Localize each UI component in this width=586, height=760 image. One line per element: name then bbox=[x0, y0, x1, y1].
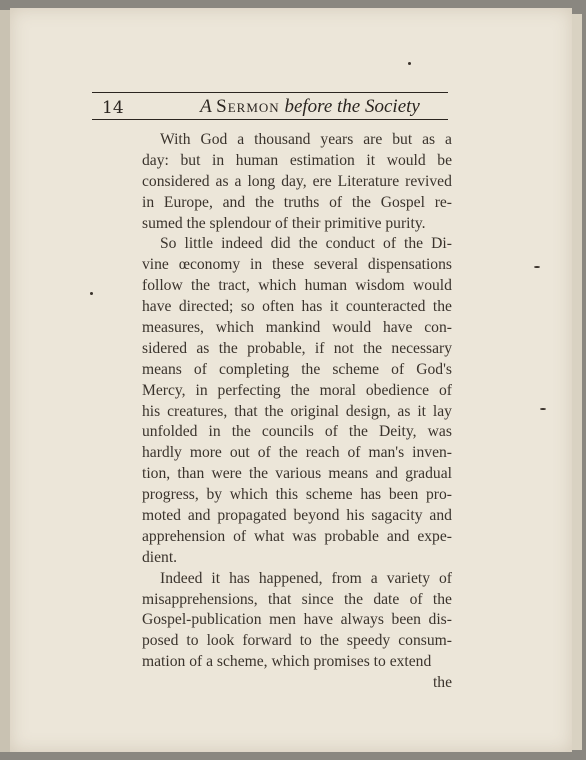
word: pro- bbox=[426, 486, 452, 504]
word: would bbox=[386, 151, 426, 169]
word: would bbox=[332, 319, 372, 337]
word: gradual bbox=[405, 465, 452, 483]
word: follow bbox=[142, 277, 183, 295]
word: lay bbox=[432, 402, 452, 420]
word: of bbox=[438, 569, 452, 587]
ink-speck bbox=[90, 292, 93, 295]
word: means bbox=[328, 465, 369, 483]
page-number: 14 bbox=[102, 98, 124, 118]
word: scheme bbox=[305, 486, 353, 504]
word: human bbox=[235, 151, 279, 169]
word: are bbox=[363, 131, 383, 148]
text-line bbox=[142, 339, 452, 360]
word: which bbox=[229, 486, 268, 504]
word: the bbox=[432, 298, 452, 316]
catchword: the bbox=[432, 674, 452, 692]
word: probable bbox=[324, 527, 379, 545]
word: the bbox=[348, 423, 368, 441]
word: which bbox=[258, 277, 297, 295]
text-line bbox=[142, 276, 452, 297]
word: With bbox=[160, 131, 191, 148]
word: of bbox=[383, 235, 397, 253]
text-line bbox=[142, 318, 452, 339]
word: Gospel bbox=[380, 193, 425, 211]
word: re- bbox=[434, 193, 452, 211]
word: considered bbox=[142, 172, 210, 190]
word: posed bbox=[142, 632, 179, 650]
word: reach bbox=[305, 444, 340, 462]
text-line bbox=[142, 130, 452, 151]
word: have bbox=[382, 319, 413, 337]
word: of bbox=[233, 527, 247, 545]
word: so bbox=[240, 298, 255, 316]
word: it bbox=[366, 151, 376, 169]
word: Literature bbox=[337, 172, 400, 190]
page-header bbox=[92, 86, 448, 118]
word: design, bbox=[345, 402, 391, 420]
word: estimation bbox=[289, 151, 355, 169]
word: the bbox=[319, 632, 339, 650]
text-line bbox=[142, 381, 452, 402]
word: means bbox=[142, 360, 182, 378]
word: vine bbox=[142, 256, 169, 274]
running-head-smallcaps: Sermon bbox=[216, 96, 280, 117]
word: the bbox=[343, 590, 364, 608]
word: men bbox=[269, 611, 296, 629]
word: creatures, bbox=[167, 402, 228, 420]
word: the bbox=[248, 465, 269, 483]
word: and bbox=[386, 527, 410, 545]
word: revived bbox=[405, 172, 452, 190]
word: the bbox=[432, 590, 452, 608]
word: beyond bbox=[293, 507, 340, 525]
word: God bbox=[200, 131, 228, 148]
word: a bbox=[370, 569, 378, 587]
word: as bbox=[215, 172, 229, 190]
word: but bbox=[392, 131, 413, 148]
word: date bbox=[373, 590, 400, 608]
word: inven- bbox=[412, 444, 452, 462]
word: it bbox=[211, 569, 221, 587]
word: day: bbox=[142, 151, 169, 169]
word: sidered bbox=[142, 339, 188, 357]
word: a bbox=[445, 131, 452, 148]
text-line bbox=[142, 443, 452, 464]
ink-speck bbox=[534, 266, 540, 268]
word: conduct bbox=[325, 235, 376, 253]
word: hardly bbox=[142, 444, 182, 462]
text-line: mation of a scheme, which promises to extend bbox=[142, 653, 432, 671]
word: of bbox=[257, 444, 271, 462]
word: mankind bbox=[265, 319, 321, 337]
word: but bbox=[180, 151, 201, 169]
word: of bbox=[438, 381, 452, 399]
text-line bbox=[142, 172, 452, 193]
word: of bbox=[329, 193, 343, 211]
word: did bbox=[270, 235, 291, 253]
word: perfecting bbox=[217, 381, 281, 399]
word: years bbox=[320, 131, 354, 148]
word: and bbox=[429, 507, 452, 525]
word: out bbox=[229, 444, 250, 462]
text-line bbox=[142, 255, 452, 276]
text-line bbox=[142, 485, 452, 506]
word: the bbox=[278, 444, 298, 462]
word: probable, bbox=[247, 339, 306, 357]
word: dispensations bbox=[367, 256, 452, 274]
word: as bbox=[196, 339, 210, 357]
word: indeed bbox=[221, 235, 263, 253]
word: which bbox=[215, 319, 254, 337]
word: the bbox=[254, 193, 274, 211]
word: that bbox=[267, 590, 292, 608]
word: speedy bbox=[346, 632, 391, 650]
word: man's bbox=[368, 444, 405, 462]
word: the bbox=[298, 235, 318, 253]
text-line: sumed the splendour of their primitive purity. bbox=[142, 214, 426, 232]
word: to bbox=[299, 632, 312, 650]
word: thousand bbox=[254, 131, 311, 148]
word: been bbox=[388, 486, 419, 504]
word: completing bbox=[218, 360, 290, 378]
word: happened, bbox=[258, 569, 323, 587]
running-head-rest: before the Society bbox=[284, 96, 420, 117]
word: God's bbox=[416, 360, 452, 378]
word: the bbox=[231, 423, 251, 441]
text-line bbox=[142, 297, 452, 318]
word: truths bbox=[283, 193, 320, 211]
ink-speck bbox=[408, 62, 411, 65]
word: these bbox=[272, 256, 305, 274]
text-line bbox=[142, 631, 452, 652]
word: look bbox=[206, 632, 235, 650]
text-line bbox=[142, 569, 452, 590]
header-rule-bottom bbox=[92, 119, 448, 120]
word: the bbox=[404, 235, 424, 253]
word: of bbox=[193, 360, 207, 378]
word: as bbox=[422, 131, 436, 148]
word: apprehension bbox=[142, 527, 226, 545]
word: Indeed bbox=[160, 569, 203, 587]
word: expe- bbox=[417, 527, 452, 545]
word: œconomy bbox=[178, 256, 241, 274]
word: Europe, bbox=[163, 193, 213, 211]
word: not bbox=[333, 339, 354, 357]
word: the bbox=[190, 277, 211, 295]
word: councils bbox=[261, 423, 314, 441]
word: in bbox=[142, 193, 155, 211]
word: sagacity bbox=[371, 507, 423, 525]
word: in bbox=[195, 381, 208, 399]
word: his bbox=[142, 402, 161, 420]
word: wisdom bbox=[355, 277, 405, 295]
text-line bbox=[142, 360, 452, 381]
word: variety bbox=[386, 569, 430, 587]
word: has bbox=[229, 569, 250, 587]
word: forward bbox=[242, 632, 292, 650]
running-head bbox=[172, 96, 448, 118]
header-rule-top bbox=[92, 92, 448, 93]
word: long bbox=[247, 172, 276, 190]
word: than bbox=[177, 465, 205, 483]
word: the bbox=[351, 193, 371, 211]
page-right-edge bbox=[572, 14, 582, 750]
word: consum- bbox=[398, 632, 452, 650]
word: if bbox=[314, 339, 325, 357]
word: always bbox=[340, 611, 384, 629]
text-line bbox=[142, 402, 452, 423]
word: often bbox=[262, 298, 295, 316]
word: measures, bbox=[142, 319, 204, 337]
word: day, bbox=[281, 172, 307, 190]
word: and bbox=[222, 193, 246, 211]
word: Deity, bbox=[379, 423, 417, 441]
word: dis- bbox=[428, 611, 452, 629]
word: more bbox=[189, 444, 222, 462]
word: been bbox=[391, 611, 421, 629]
word: from bbox=[331, 569, 362, 587]
word: of bbox=[409, 590, 423, 608]
word: the bbox=[363, 339, 383, 357]
word: misapprehensions, bbox=[142, 590, 258, 608]
word: it bbox=[329, 298, 339, 316]
word: in bbox=[250, 256, 263, 274]
word: scheme bbox=[332, 360, 380, 378]
word: Di- bbox=[431, 235, 452, 253]
word: a bbox=[237, 131, 245, 148]
word: be bbox=[437, 151, 452, 169]
text-line bbox=[142, 610, 452, 631]
word: and bbox=[187, 507, 211, 525]
word: to bbox=[186, 632, 199, 650]
running-head-initial: A bbox=[200, 96, 212, 117]
word: of bbox=[391, 360, 405, 378]
word: counteracted bbox=[345, 298, 426, 316]
word: and bbox=[375, 465, 398, 483]
text-line bbox=[142, 464, 452, 485]
text-line bbox=[142, 590, 452, 611]
word: by bbox=[206, 486, 223, 504]
text-line bbox=[142, 234, 452, 255]
word: Gospel-publication bbox=[142, 611, 262, 629]
word: that bbox=[234, 402, 258, 420]
word: of bbox=[347, 444, 361, 462]
word: the bbox=[218, 339, 238, 357]
word: tion, bbox=[142, 465, 171, 483]
word: original bbox=[290, 402, 339, 420]
word: have bbox=[142, 298, 172, 316]
word: tract, bbox=[218, 277, 250, 295]
word: this bbox=[275, 486, 299, 504]
word: has bbox=[360, 486, 382, 504]
word: a bbox=[234, 172, 242, 190]
word: directed; bbox=[178, 298, 234, 316]
text-line bbox=[142, 151, 452, 172]
word: ere bbox=[312, 172, 332, 190]
word: in bbox=[208, 423, 221, 441]
word: would bbox=[412, 277, 452, 295]
word: moted bbox=[142, 507, 181, 525]
word: obedience bbox=[365, 381, 430, 399]
text-line bbox=[142, 193, 452, 214]
word: the bbox=[290, 381, 310, 399]
body-text bbox=[142, 130, 452, 694]
word: it bbox=[417, 402, 426, 420]
word: have bbox=[303, 611, 334, 629]
word: of bbox=[324, 423, 338, 441]
text-line bbox=[142, 422, 452, 443]
word: necessary bbox=[391, 339, 452, 357]
ink-speck bbox=[540, 408, 546, 410]
word: unfolded bbox=[142, 423, 198, 441]
word: was bbox=[292, 527, 317, 545]
word: con- bbox=[424, 319, 452, 337]
word: So bbox=[160, 235, 177, 253]
word: as bbox=[397, 402, 411, 420]
word: Mercy, bbox=[142, 381, 186, 399]
word: since bbox=[301, 590, 334, 608]
word: several bbox=[313, 256, 359, 274]
word: little bbox=[184, 235, 214, 253]
word: has bbox=[301, 298, 323, 316]
text-line: dient. bbox=[142, 548, 178, 566]
word: various bbox=[275, 465, 322, 483]
word: the bbox=[301, 360, 321, 378]
word: what bbox=[253, 527, 285, 545]
word: his bbox=[346, 507, 365, 525]
word: moral bbox=[319, 381, 356, 399]
word: was bbox=[427, 423, 452, 441]
word: propagated bbox=[217, 507, 287, 525]
page-left-edge bbox=[0, 10, 10, 752]
word: human bbox=[304, 277, 348, 295]
text-line bbox=[142, 527, 452, 548]
text-line bbox=[142, 506, 452, 527]
word: were bbox=[211, 465, 242, 483]
word: the bbox=[264, 402, 284, 420]
word: in bbox=[212, 151, 225, 169]
word: progress, bbox=[142, 486, 199, 504]
